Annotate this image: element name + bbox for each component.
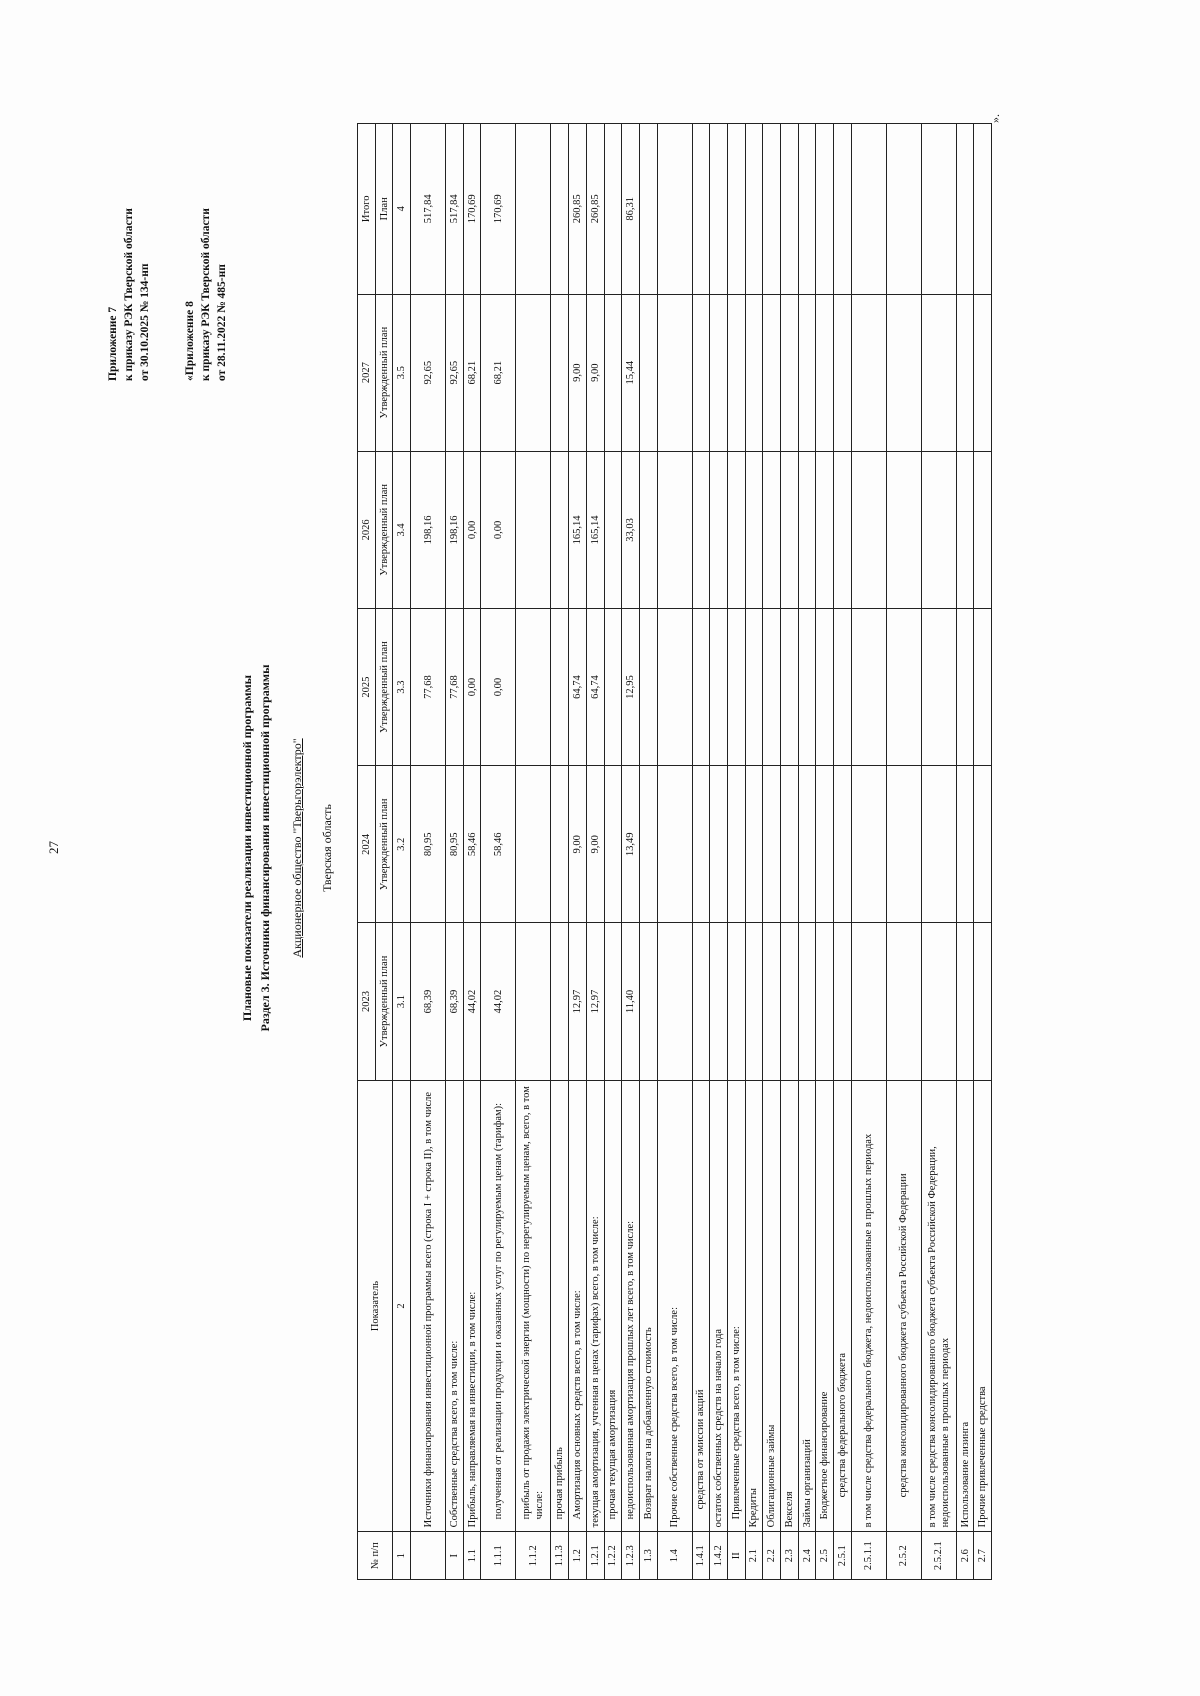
- row-year-value: 198,16: [446, 451, 464, 608]
- row-indicator: Источники финансирования инвестиционной программы всего (строка I + строка II), в том числе: [411, 1080, 446, 1532]
- row-indicator: Возврат налога на добавленную стоимость: [639, 1080, 657, 1532]
- row-year-value: 9,00: [586, 766, 604, 923]
- row-year-value: [886, 294, 921, 451]
- column-number: 3.2: [393, 766, 411, 923]
- row-total-value: [834, 124, 852, 295]
- row-number: 1.1.2: [516, 1532, 551, 1580]
- table-row: [816, 124, 834, 1580]
- row-total-value: [921, 124, 956, 295]
- row-year-value: 0,00: [481, 609, 516, 766]
- row-number: 2.7: [974, 1532, 992, 1580]
- row-number: 1.3: [639, 1532, 657, 1580]
- header-year: 2024: [358, 766, 376, 923]
- table-row: [586, 124, 604, 1580]
- row-year-value: 0,00: [463, 609, 481, 766]
- row-year-value: [834, 766, 852, 923]
- row-year-value: 77,68: [411, 609, 446, 766]
- table-colnum-row: [393, 124, 411, 1580]
- row-year-value: [974, 451, 992, 608]
- row-number: 2.5: [816, 1532, 834, 1580]
- row-number: [411, 1532, 446, 1580]
- row-year-value: [781, 609, 799, 766]
- header-plan-type: Утвержденный план: [375, 923, 393, 1080]
- section-title: Раздел 3. Источники финансирования инвестиционной программы: [258, 664, 272, 1032]
- row-indicator: Амортизация основных средств всего, в том числе:: [569, 1080, 587, 1532]
- row-number: 1.2.1: [586, 1532, 604, 1580]
- row-total-value: 517,84: [446, 124, 464, 295]
- row-year-value: 92,65: [411, 294, 446, 451]
- row-number: I: [446, 1532, 464, 1580]
- row-year-value: [692, 923, 710, 1080]
- row-year-value: [604, 294, 622, 451]
- row-number: 2.6: [956, 1532, 974, 1580]
- row-year-value: [921, 451, 956, 608]
- row-total-value: [816, 124, 834, 295]
- row-year-value: 64,74: [586, 609, 604, 766]
- row-total-value: [763, 124, 781, 295]
- row-number: 2.5.2: [886, 1532, 921, 1580]
- row-total-value: [551, 124, 569, 295]
- row-year-value: [851, 923, 886, 1080]
- row-year-value: [956, 923, 974, 1080]
- row-year-value: 68,39: [411, 923, 446, 1080]
- table-row: [763, 124, 781, 1580]
- row-year-value: [798, 451, 816, 608]
- table-row: [921, 124, 956, 1580]
- row-year-value: [798, 923, 816, 1080]
- row-year-value: [834, 923, 852, 1080]
- row-year-value: 92,65: [446, 294, 464, 451]
- row-year-value: [974, 294, 992, 451]
- row-year-value: 77,68: [446, 609, 464, 766]
- table-header-row: [358, 124, 376, 1580]
- row-year-value: [657, 609, 692, 766]
- region-name: Тверская область: [320, 804, 334, 892]
- row-year-value: [604, 451, 622, 608]
- row-year-value: [745, 923, 763, 1080]
- row-year-value: [516, 923, 551, 1080]
- row-total-value: [516, 124, 551, 295]
- header-plan-type: Утвержденный план: [375, 609, 393, 766]
- table-row: [834, 124, 852, 1580]
- row-year-value: [956, 609, 974, 766]
- table-row: [463, 124, 481, 1580]
- row-year-value: [657, 923, 692, 1080]
- row-total-value: [781, 124, 799, 295]
- row-total-value: [727, 124, 745, 295]
- row-indicator: средства федерального бюджета: [834, 1080, 852, 1532]
- table-row: [851, 124, 886, 1580]
- row-number: 2.2: [763, 1532, 781, 1580]
- row-year-value: 68,21: [481, 294, 516, 451]
- row-year-value: [763, 609, 781, 766]
- row-year-value: [921, 609, 956, 766]
- row-year-value: [727, 294, 745, 451]
- row-year-value: [886, 766, 921, 923]
- row-year-value: [834, 451, 852, 608]
- header-year: 2023: [358, 923, 376, 1080]
- table-row: [727, 124, 745, 1580]
- row-year-value: 44,02: [481, 923, 516, 1080]
- row-indicator: Кредиты: [745, 1080, 763, 1532]
- row-year-value: 12,95: [622, 609, 640, 766]
- row-indicator: Собственные средства всего, в том числе:: [446, 1080, 464, 1532]
- header-year: 2025: [358, 609, 376, 766]
- appendix-header-old: [182, 208, 230, 381]
- table-body: [411, 124, 992, 1580]
- row-indicator: остаток собственных средств на начало года: [710, 1080, 728, 1532]
- row-year-value: [886, 451, 921, 608]
- row-year-value: [551, 294, 569, 451]
- row-year-value: 9,00: [586, 294, 604, 451]
- row-year-value: 198,16: [411, 451, 446, 608]
- row-year-value: [657, 766, 692, 923]
- row-indicator: в том числе средства консолидированного бюджета субъекта Российской Федерации, недоиспользованные в прошлых периодах: [921, 1080, 956, 1532]
- row-year-value: [851, 609, 886, 766]
- row-year-value: [657, 451, 692, 608]
- table-row: [516, 124, 551, 1580]
- table-row: [956, 124, 974, 1580]
- row-indicator: Облигационные займы: [763, 1080, 781, 1532]
- row-number: 2.4: [798, 1532, 816, 1580]
- appendix-header-line: от 28.11.2022 № 485-нп: [216, 264, 228, 381]
- row-year-value: 80,95: [446, 766, 464, 923]
- row-year-value: [516, 766, 551, 923]
- financing-sources-table: [357, 123, 992, 1580]
- row-year-value: [657, 294, 692, 451]
- row-year-value: 80,95: [411, 766, 446, 923]
- row-year-value: [763, 451, 781, 608]
- row-number: 2.5.2.1: [921, 1532, 956, 1580]
- row-year-value: [781, 294, 799, 451]
- row-total-value: [851, 124, 886, 295]
- row-year-value: [710, 451, 728, 608]
- row-year-value: [834, 609, 852, 766]
- row-total-value: [657, 124, 692, 295]
- row-year-value: [692, 766, 710, 923]
- row-year-value: [639, 609, 657, 766]
- row-year-value: 9,00: [569, 766, 587, 923]
- row-year-value: [745, 294, 763, 451]
- row-total-value: [745, 124, 763, 295]
- row-indicator: текущая амортизация, учтенная в ценах (тарифах) всего, в том числе:: [586, 1080, 604, 1532]
- appendix-header-new: [105, 208, 153, 381]
- table-row: [974, 124, 992, 1580]
- header-num: № п/п: [358, 1532, 393, 1580]
- row-year-value: [604, 923, 622, 1080]
- row-indicator: прибыль от продажи электрической энергии (мощности) по нерегулируемым ценам, всего, в том числе:: [516, 1080, 551, 1532]
- row-year-value: [763, 294, 781, 451]
- row-total-value: [604, 124, 622, 295]
- row-year-value: [727, 766, 745, 923]
- row-year-value: [604, 609, 622, 766]
- table-row: [657, 124, 692, 1580]
- column-number: 3.4: [393, 451, 411, 608]
- row-year-value: 68,21: [463, 294, 481, 451]
- row-year-value: [956, 294, 974, 451]
- row-year-value: 0,00: [481, 451, 516, 608]
- row-year-value: [816, 609, 834, 766]
- row-year-value: [781, 923, 799, 1080]
- appendix-header-line: к приказу РЭК Тверской области: [200, 208, 212, 381]
- row-year-value: [886, 609, 921, 766]
- row-number: 2.5.1.1: [851, 1532, 886, 1580]
- row-year-value: [745, 451, 763, 608]
- table-row: [481, 124, 516, 1580]
- header-plan-type: Утвержденный план: [375, 766, 393, 923]
- column-number: 3.1: [393, 923, 411, 1080]
- row-indicator: Прочие собственные средства всего, в том числе:: [657, 1080, 692, 1532]
- row-year-value: 13,49: [622, 766, 640, 923]
- header-total: Итого: [358, 124, 376, 295]
- row-indicator: прочая текущая амортизация: [604, 1080, 622, 1532]
- table-row: [551, 124, 569, 1580]
- row-year-value: [639, 451, 657, 608]
- row-year-value: [727, 923, 745, 1080]
- row-total-value: 517,84: [411, 124, 446, 295]
- row-indicator: средства от эмиссии акций: [692, 1080, 710, 1532]
- row-year-value: [692, 609, 710, 766]
- row-year-value: [692, 294, 710, 451]
- row-year-value: [921, 923, 956, 1080]
- appendix-header-line: «Приложение 8: [184, 301, 196, 381]
- row-number: 1.1.1: [481, 1532, 516, 1580]
- column-number: 3.3: [393, 609, 411, 766]
- header-total-plan: План: [375, 124, 393, 295]
- table-row: [622, 124, 640, 1580]
- row-total-value: 260,85: [569, 124, 587, 295]
- row-year-value: [516, 609, 551, 766]
- column-number: 2: [393, 1080, 411, 1532]
- row-year-value: [816, 923, 834, 1080]
- row-year-value: [921, 294, 956, 451]
- appendix-header-line: к приказу РЭК Тверской области: [123, 208, 135, 381]
- column-number: 4: [393, 124, 411, 295]
- row-indicator: Векселя: [781, 1080, 799, 1532]
- row-year-value: [851, 294, 886, 451]
- row-year-value: [834, 294, 852, 451]
- row-total-value: 170,69: [481, 124, 516, 295]
- row-year-value: [745, 609, 763, 766]
- row-number: 2.3: [781, 1532, 799, 1580]
- row-year-value: 68,39: [446, 923, 464, 1080]
- row-indicator: средства консолидированного бюджета субъекта Российской Федерации: [886, 1080, 921, 1532]
- row-total-value: [798, 124, 816, 295]
- row-year-value: 44,02: [463, 923, 481, 1080]
- row-year-value: [710, 609, 728, 766]
- row-year-value: [516, 294, 551, 451]
- table-row: [639, 124, 657, 1580]
- row-year-value: [551, 766, 569, 923]
- page-number: 27: [46, 841, 61, 854]
- row-indicator: недоиспользованная амортизация прошлых лет всего, в том числе:: [622, 1080, 640, 1532]
- table-row: [411, 124, 446, 1580]
- row-number: 1.4.2: [710, 1532, 728, 1580]
- row-year-value: 0,00: [463, 451, 481, 608]
- row-year-value: [639, 294, 657, 451]
- row-year-value: [781, 766, 799, 923]
- row-year-value: [516, 451, 551, 608]
- row-year-value: [851, 451, 886, 608]
- organization-line: [290, 0, 305, 1696]
- row-year-value: [763, 923, 781, 1080]
- row-indicator: Использование лизинга: [956, 1080, 974, 1532]
- row-year-value: [798, 609, 816, 766]
- row-year-value: 58,46: [463, 766, 481, 923]
- table-row: [798, 124, 816, 1580]
- row-number: II: [727, 1532, 745, 1580]
- row-year-value: 11,40: [622, 923, 640, 1080]
- row-year-value: [551, 609, 569, 766]
- column-number: 1: [393, 1532, 411, 1580]
- row-year-value: [956, 766, 974, 923]
- row-year-value: [710, 294, 728, 451]
- row-year-value: [692, 451, 710, 608]
- row-year-value: [551, 923, 569, 1080]
- row-year-value: [798, 294, 816, 451]
- row-year-value: [727, 451, 745, 608]
- row-year-value: [745, 766, 763, 923]
- table-row: [781, 124, 799, 1580]
- row-year-value: [798, 766, 816, 923]
- row-indicator: Прибыль, направляемая на инвестиции, в том числе:: [463, 1080, 481, 1532]
- row-year-value: [816, 294, 834, 451]
- row-year-value: [956, 451, 974, 608]
- table-row: [710, 124, 728, 1580]
- row-year-value: 12,97: [586, 923, 604, 1080]
- row-indicator: прочая прибыль: [551, 1080, 569, 1532]
- row-year-value: [816, 766, 834, 923]
- row-number: 2.5.1: [834, 1532, 852, 1580]
- appendix-header-line: Приложение 7: [107, 306, 119, 381]
- row-number: 1.1.3: [551, 1532, 569, 1580]
- table-row: [745, 124, 763, 1580]
- row-number: 1.2: [569, 1532, 587, 1580]
- row-number: 2.1: [745, 1532, 763, 1580]
- row-year-value: 12,97: [569, 923, 587, 1080]
- row-year-value: [974, 766, 992, 923]
- row-total-value: [710, 124, 728, 295]
- header-plan-type: Утвержденный план: [375, 294, 393, 451]
- row-indicator: полученная от реализации продукции и оказанных услуг по регулируемым ценам (тарифам):: [481, 1080, 516, 1532]
- table-row: [604, 124, 622, 1580]
- row-indicator: Привлеченные средства всего, в том числе:: [727, 1080, 745, 1532]
- row-year-value: [639, 923, 657, 1080]
- row-year-value: 33,03: [622, 451, 640, 608]
- table-row: [886, 124, 921, 1580]
- table-row: [569, 124, 587, 1580]
- document-title: Плановые показатели реализации инвестиционной программы: [240, 674, 254, 1022]
- column-number: 3.5: [393, 294, 411, 451]
- row-year-value: [816, 451, 834, 608]
- organization-name: Акционерное общество "Тверьгорэлектро": [290, 738, 304, 958]
- row-total-value: 86,31: [622, 124, 640, 295]
- row-year-value: [604, 766, 622, 923]
- row-year-value: [710, 923, 728, 1080]
- row-indicator: Займы организаций: [798, 1080, 816, 1532]
- row-indicator: Бюджетное финансирование: [816, 1080, 834, 1532]
- row-year-value: [710, 766, 728, 923]
- row-year-value: [781, 451, 799, 608]
- row-total-value: [639, 124, 657, 295]
- closing-quote-mark: ».: [988, 114, 1002, 123]
- row-number: 1.4.1: [692, 1532, 710, 1580]
- header-indicator: Показатель: [358, 1080, 393, 1532]
- row-number: 1.2.2: [604, 1532, 622, 1580]
- header-year: 2027: [358, 294, 376, 451]
- row-total-value: [692, 124, 710, 295]
- appendix-header-line: от 30.10.2025 № 134-нп: [139, 263, 151, 381]
- row-year-value: [639, 766, 657, 923]
- row-indicator: в том числе средства федерального бюджета, недоиспользованные в прошлых периодах: [851, 1080, 886, 1532]
- row-year-value: 9,00: [569, 294, 587, 451]
- row-year-value: 15,44: [622, 294, 640, 451]
- row-year-value: [551, 451, 569, 608]
- row-year-value: [886, 923, 921, 1080]
- table-row: [692, 124, 710, 1580]
- row-total-value: [886, 124, 921, 295]
- row-year-value: [974, 609, 992, 766]
- row-year-value: [974, 923, 992, 1080]
- row-year-value: [763, 766, 781, 923]
- header-plan-type: Утвержденный план: [375, 451, 393, 608]
- row-year-value: 64,74: [569, 609, 587, 766]
- row-total-value: [956, 124, 974, 295]
- row-number: 1.2.3: [622, 1532, 640, 1580]
- row-total-value: 260,85: [586, 124, 604, 295]
- row-year-value: 165,14: [586, 451, 604, 608]
- row-year-value: 165,14: [569, 451, 587, 608]
- row-number: 1.1: [463, 1532, 481, 1580]
- row-total-value: [974, 124, 992, 295]
- row-total-value: 170,69: [463, 124, 481, 295]
- row-year-value: [727, 609, 745, 766]
- row-number: 1.4: [657, 1532, 692, 1580]
- row-year-value: [851, 766, 886, 923]
- table-row: [446, 124, 464, 1580]
- row-year-value: 58,46: [481, 766, 516, 923]
- row-year-value: [921, 766, 956, 923]
- row-indicator: Прочие привлеченные средства: [974, 1080, 992, 1532]
- header-year: 2026: [358, 451, 376, 608]
